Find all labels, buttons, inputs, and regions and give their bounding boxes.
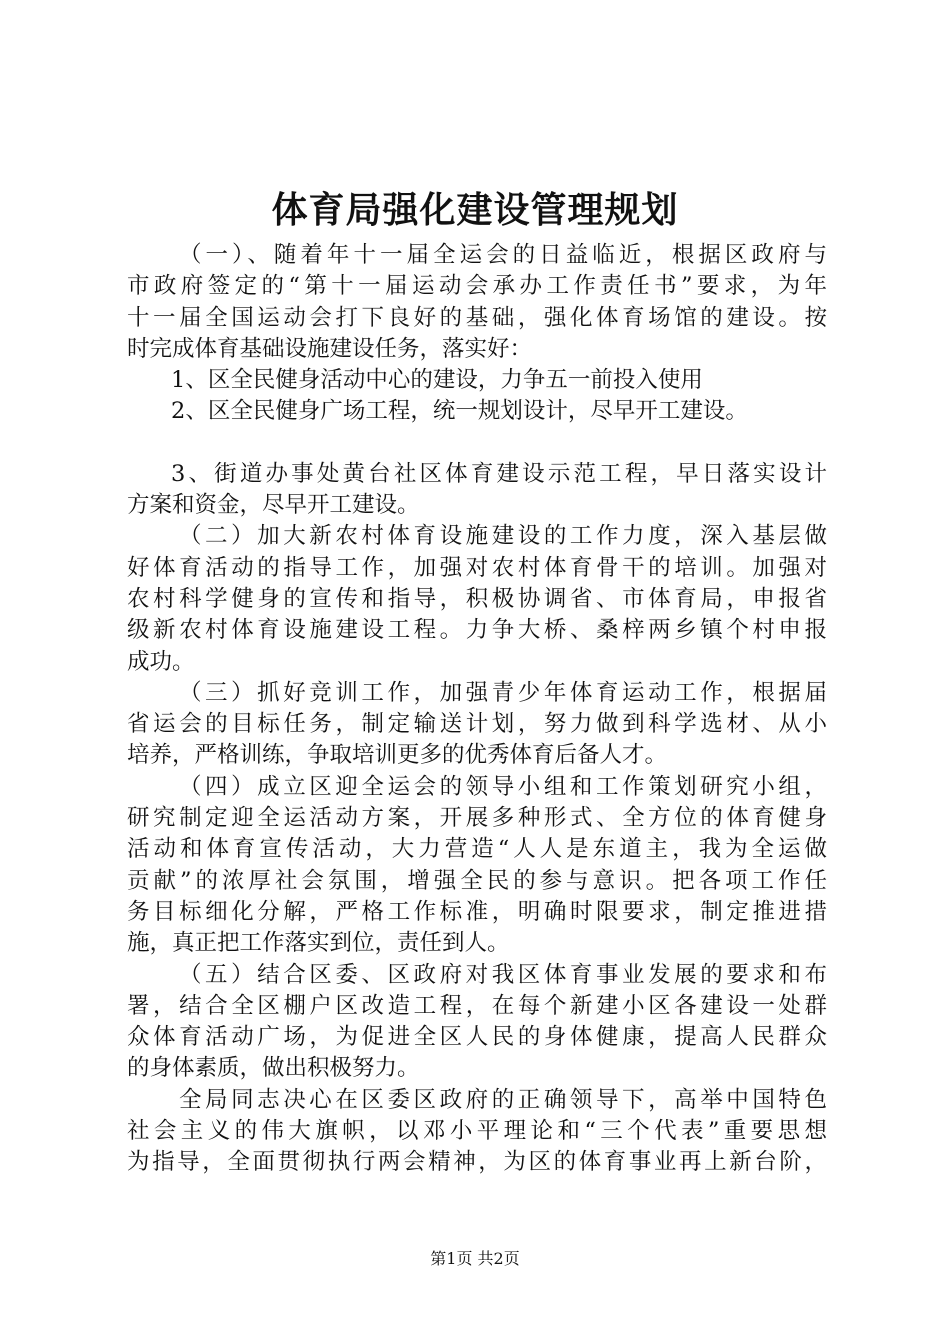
page-number-footer: 第1页 共2页 (430, 1249, 520, 1268)
paragraph-3-line-3: 培养，严格训练，争取培训更多的优秀体育后备人才。 (127, 742, 668, 769)
paragraph-4-line-4: 贡献”的浓厚社会氛围，增强全民的参与意识。把各项工作任 (127, 867, 827, 894)
paragraph-4-line-1: （四）成立区迎全运会的领导小组和工作策划研究小组， (179, 773, 827, 800)
paragraph-4-line-5: 务目标细化分解，严格工作标准，明确时限要求，制定推进措 (127, 898, 827, 925)
paragraph-1-line-4: 时完成体育基础设施建设任务，落实好： (127, 335, 533, 362)
list-item-3-line-2: 方案和资金，尽早开工建设。 (127, 492, 420, 519)
paragraph-2-line-1: （二）加大新农村体育设施建设的工作力度，深入基层做 (179, 523, 827, 550)
paragraph-1-line-2: 市政府签定的“第十一届运动会承办工作责任书”要求，为年 (127, 273, 827, 300)
list-item-1: 1、区全民健身活动中心的建设，力争五一前投入使用 (171, 367, 703, 394)
blank-line (127, 428, 827, 459)
paragraph-2-line-3: 农村科学健身的宣传和指导，积极协调省、市体育局，申报省 (127, 585, 827, 612)
paragraph-2-line-4: 级新农村体育设施建设工程。力争大桥、桑梓两乡镇个村申报 (127, 617, 827, 644)
paragraph-3-line-1: （三）抓好竞训工作，加强青少年体育运动工作，根据届 (179, 679, 827, 706)
list-item-2: 2、区全民健身广场工程，统一规划设计，尽早开工建设。 (171, 398, 748, 425)
paragraph-4-line-2: 研究制定迎全运活动方案，开展多种形式、全方位的体育健身 (127, 805, 827, 832)
paragraph-2-line-5: 成功。 (127, 648, 195, 675)
paragraph-1-line-1: （一）、随着年十一届全运会的日益临近，根据区政府与 (179, 242, 827, 268)
paragraph-6-line-1: 全局同志决心在区委区政府的正确领导下，高举中国特色 (179, 1086, 827, 1113)
paragraph-4-line-3: 活动和体育宣传活动，大力营造“人人是东道主，我为全运做 (127, 836, 827, 863)
paragraph-5-line-1: （五）结合区委、区政府对我区体育事业发展的要求和布 (179, 961, 827, 988)
paragraph-6-line-2: 社会主义的伟大旗帜，以邓小平理论和“三个代表”重要思想 (127, 1118, 827, 1145)
paragraph-2-line-2: 好体育活动的指导工作，加强对农村体育骨干的培训。加强对 (127, 554, 827, 581)
paragraph-3-line-2: 省运会的目标任务，制定输送计划，努力做到科学选材、从小 (127, 711, 827, 738)
document-body (127, 240, 827, 1179)
list-item-3-line-1: 3、街道办事处黄台社区体育建设示范工程，早日落实设计 (171, 460, 827, 487)
paragraph-5-line-4: 的身体素质，做出积极努力。 (127, 1055, 420, 1082)
paragraph-1-line-3: 十一届全国运动会打下良好的基础，强化体育场馆的建设。按 (127, 304, 827, 331)
paragraph-6-line-3: 为指导，全面贯彻执行两会精神，为区的体育事业再上新台阶， (127, 1149, 827, 1176)
document-title: 体育局强化建设管理规划 (271, 190, 679, 231)
paragraph-5-line-3: 众体育活动广场，为促进全区人民的身体健康，提高人民群众 (127, 1024, 827, 1051)
paragraph-4-line-6: 施，真正把工作落实到位，责任到人。 (127, 930, 510, 957)
paragraph-5-line-2: 署，结合全区棚户区改造工程，在每个新建小区各建设一处群 (127, 992, 827, 1019)
